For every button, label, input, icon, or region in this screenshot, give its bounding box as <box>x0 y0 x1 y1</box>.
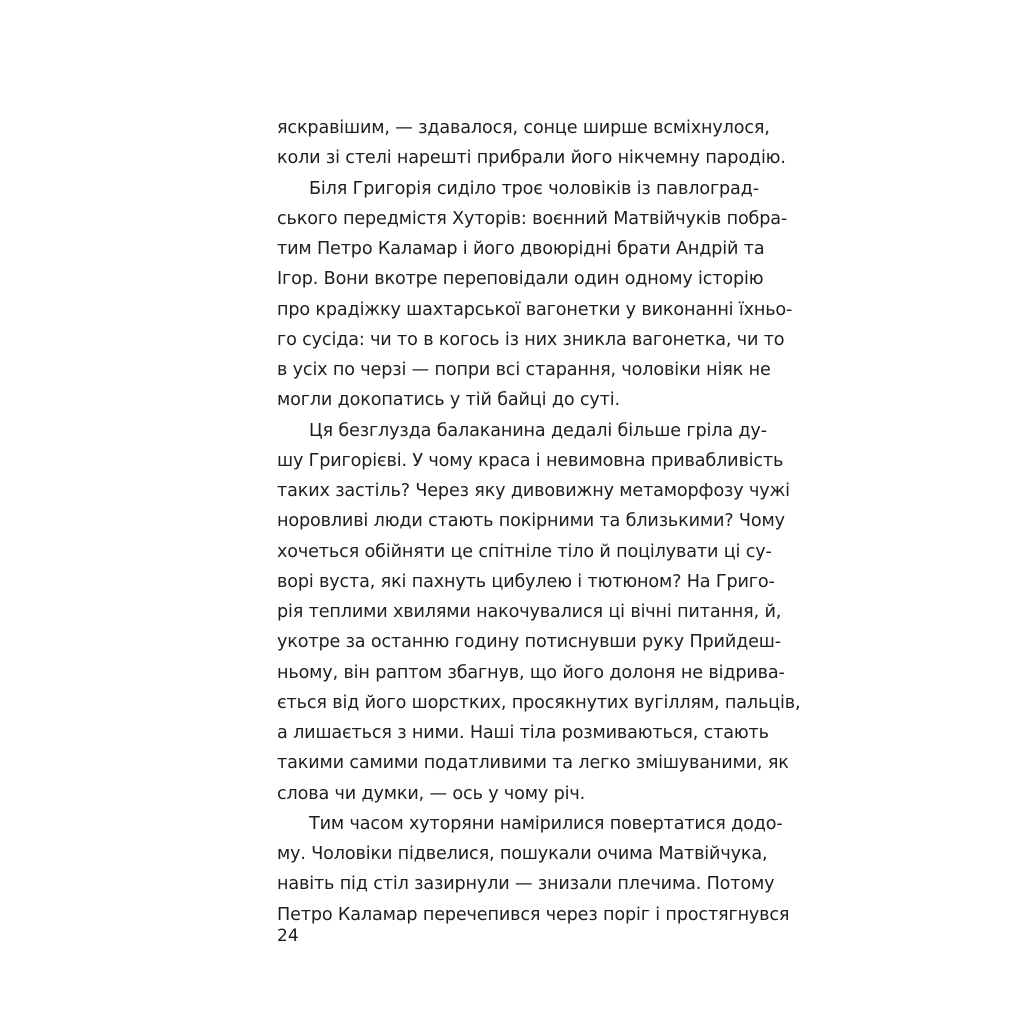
text-line: а лишається з ними. Наші тіла розмиваються, стають <box>277 723 769 743</box>
text-line: Петро Каламар перечепився через поріг і простягнувся <box>277 904 790 925</box>
text-line: ється від його шорстких, просякнутих вугіллям, пальців, <box>277 692 801 713</box>
text-line: такими самими податливими та легко змішуваними, як <box>277 753 789 774</box>
text-line: коли зі стелі нарешті прибрали його нікчемну пародію. <box>277 148 786 169</box>
page-number: 24 <box>277 926 299 946</box>
text-line: яскравішим, — здавалося, сонце ширше всміхнулося, <box>277 118 770 138</box>
text-line: ньому, він раптом збагнув, що його долоня не відрива- <box>277 662 785 683</box>
text-line: Біля Григорія сиділо троє чоловіків із павлоград- <box>309 178 759 199</box>
text-line: рія теплими хвилями накочувалися ці вічні питання, й, <box>277 602 782 622</box>
text-line: про крадіжку шахтарської вагонетки у виконанні їхньо- <box>277 299 793 320</box>
text-line: Ігор. Вони вкотре переповідали один одному історію <box>277 269 764 290</box>
text-line: навіть під стіл зазирнули — знизали плечима. Потому <box>277 874 775 895</box>
text-line: го сусіда: чи то в когось із них зникла вагонетка, чи то <box>277 329 785 350</box>
page-body-text <box>277 113 801 930</box>
text-line: укотре за останню годину потиснувши руку Прийдеш- <box>277 632 781 653</box>
text-line: Тим часом хуторяни намірилися повертатися додо- <box>309 813 783 834</box>
text-line: таких застіль? Через яку дивовижну метаморфозу чужі <box>277 481 790 501</box>
text-line: Ця безглузда балаканина дедалі більше гріла ду- <box>309 420 767 441</box>
text-line: тим Петро Каламар і його двоюрідні брати Андрій та <box>277 239 765 259</box>
text-line: шу Григорієві. У чому краса і невимовна привабливість <box>277 450 784 471</box>
text-line: в усіх по черзі — попри всі старання, чоловіки ніяк не <box>277 360 771 380</box>
text-line: слова чи думки, — ось у чому річ. <box>277 783 586 804</box>
text-line: ського передмістя Хуторів: воєнний Матвійчуків побра- <box>277 208 788 229</box>
text-line: хочеться обійняти це спітніле тіло й поцілувати ці су- <box>277 541 772 562</box>
text-line: могли докопатись у тій байці до суті. <box>277 390 620 411</box>
text-line: му. Чоловіки підвелися, пошукали очима Матвійчука, <box>277 844 768 864</box>
text-line: ворі вуста, які пахнуть цибулею і тютюном? На Григо- <box>277 571 775 592</box>
text-line: норовливі люди стають покірними та близькими? Чому <box>277 511 785 532</box>
